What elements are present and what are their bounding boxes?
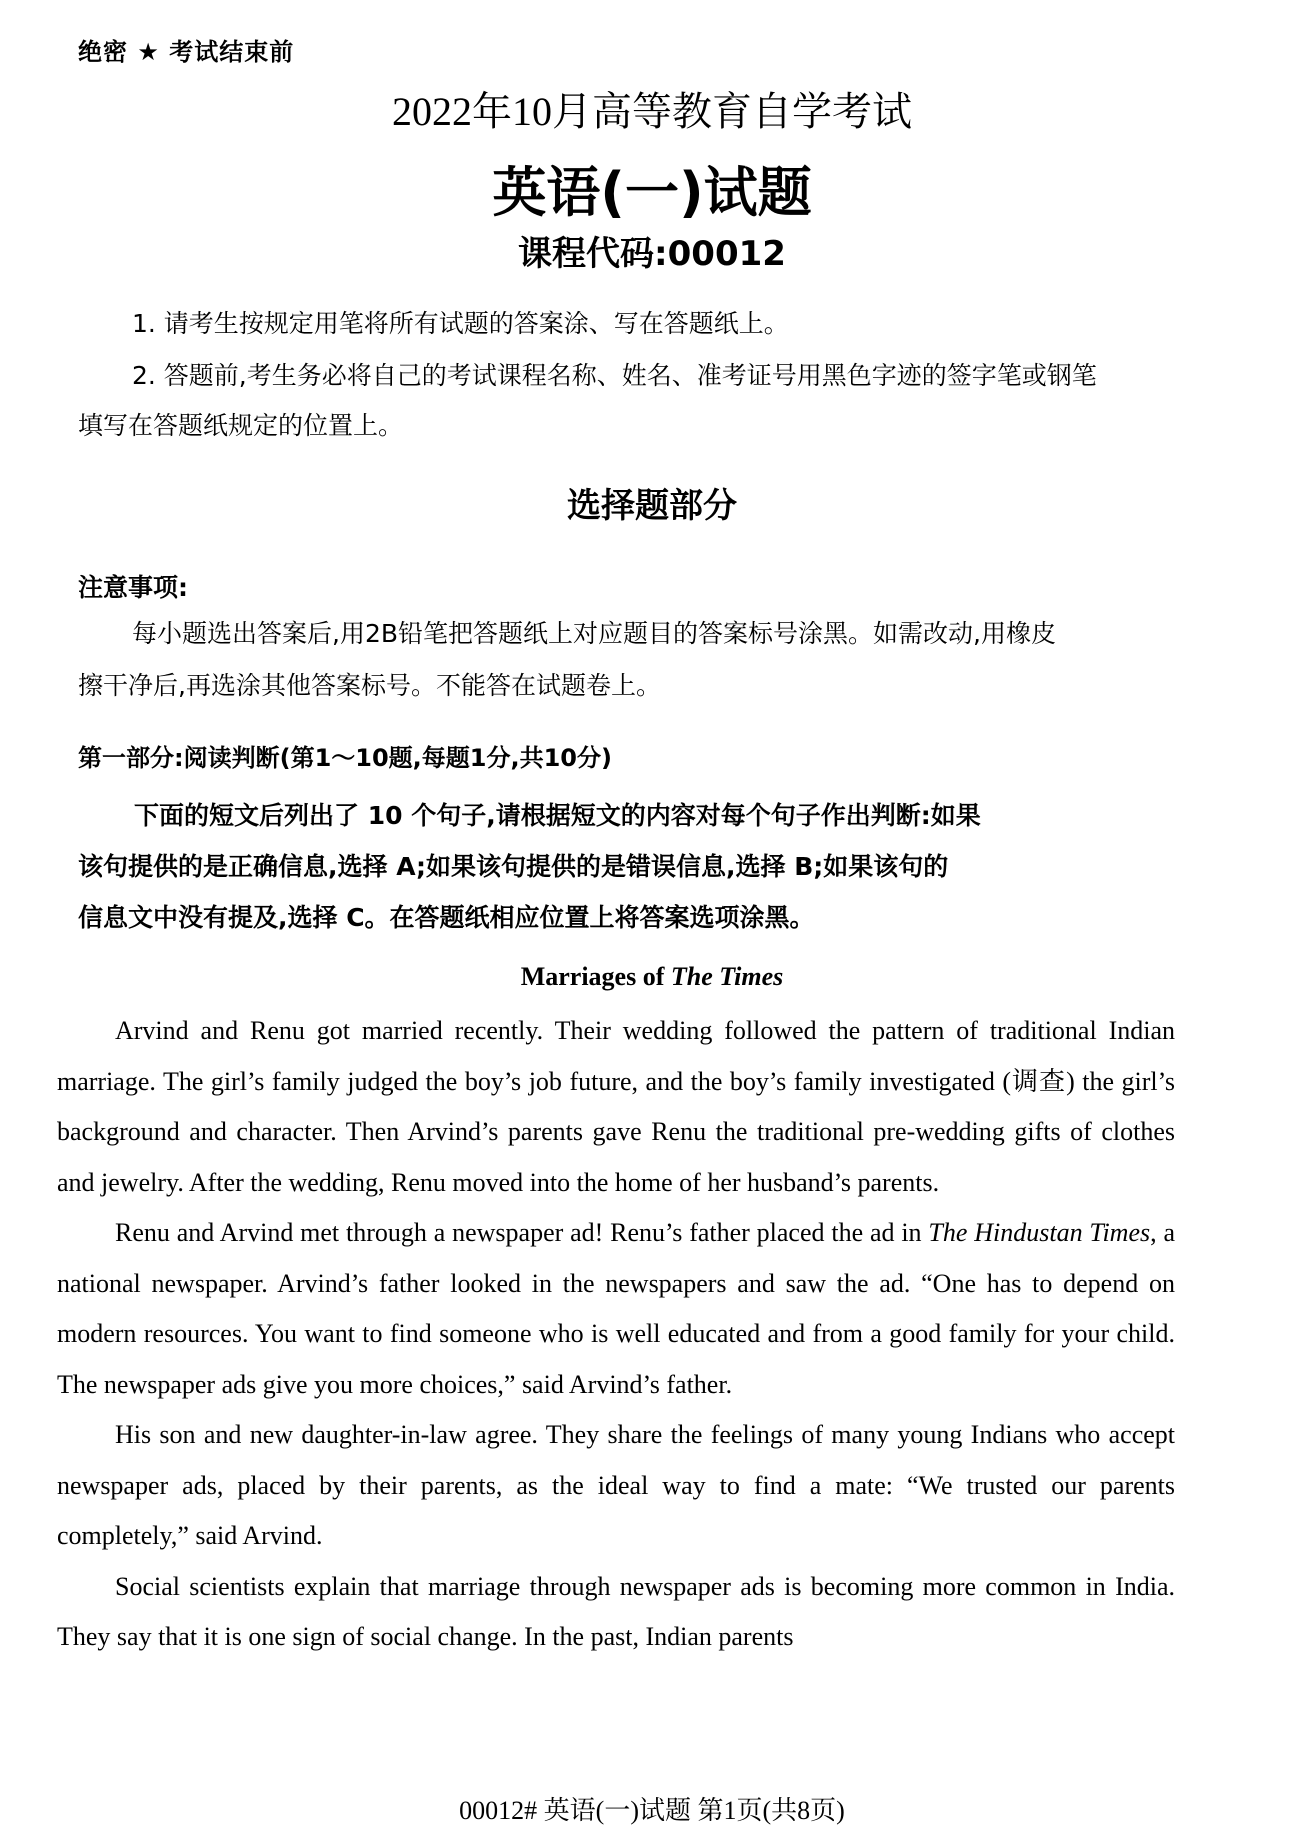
passage-title-prefix: Marriages of — [520, 962, 671, 991]
passage-paragraph-4 — [57, 1562, 1175, 1663]
notes-label: 注意事项: — [78, 573, 188, 602]
paragraph-text: , a national newspaper. Arvind’s father looked in the newspapers and saw the ad. “One has to depend on modern resources. You want to find someone who is well educated and from a good family for your child. The newspaper ads give you more choices,” said Arvind’s father. — [57, 1218, 1176, 1399]
instruction-2-continued: 填写在答题纸规定的位置上。 — [78, 411, 404, 440]
confidential-mark: 绝密 ★ 考试结束前 — [78, 38, 295, 66]
passage-title-italic: The Times — [670, 962, 784, 991]
passage-paragraph-3 — [57, 1410, 1175, 1562]
part-one-description — [78, 790, 1178, 943]
instruction-2: 2. 答题前,考生务必将自己的考试课程名称、姓名、准考证号用黑色字迹的签字笔或钢笔 — [132, 361, 1097, 390]
part-one-title: 第一部分:阅读判断(第1～10题,每题1分,共10分) — [78, 744, 612, 772]
passage-paragraph-2 — [57, 1208, 1175, 1410]
paragraph-text: His son and new daughter-in-law agree. They share the feelings of many young Indians who accept newspaper ads, placed by their parents, as the ideal way to find a mate: “We trusted our parents completely,” said Arvind. — [57, 1420, 1175, 1550]
page-footer: 00012# 英语(一)试题 第1页(共8页) — [459, 1796, 845, 1825]
notes-line-2: 擦干净后,再选涂其他答案标号。不能答在试题卷上。 — [78, 671, 661, 700]
part-one-desc-line-3: 信息文中没有提及,选择 C。在答题纸相应位置上将答案选项涂黑。 — [78, 903, 815, 932]
passage-body — [57, 1006, 1175, 1663]
exam-title: 2022年10月高等教育自学考试 — [392, 89, 912, 134]
instruction-1: 1. 请考生按规定用笔将所有试题的答案涂、写在答题纸上。 — [132, 309, 789, 338]
part-one-desc-line-1: 下面的短文后列出了 10 个句子,请根据短文的内容对每个句子作出判断:如果 — [134, 801, 981, 830]
notes-line-1: 每小题选出答案后,用2B铅笔把答题纸上对应题目的答案标号涂黑。如需改动,用橡皮 — [132, 619, 1056, 648]
passage-title — [0, 962, 1304, 992]
section-title: 选择题部分 — [567, 486, 737, 526]
course-code: 课程代码:00012 — [518, 234, 786, 274]
subject-title: 英语(一)试题 — [492, 161, 812, 224]
part-one-desc-line-2: 该句提供的是正确信息,选择 A;如果该句提供的是错误信息,选择 B;如果该句的 — [78, 852, 949, 881]
passage-paragraph-1 — [57, 1006, 1175, 1208]
paragraph-text: Social scientists explain that marriage through newspaper ads is becoming more common in India. They say that it is one sign of social change. In the past, Indian parents — [57, 1571, 1175, 1651]
paragraph-text: Renu and Arvind met through a newspaper ad! Renu’s father placed the ad in — [115, 1218, 929, 1247]
newspaper-name: The Hindustan Times — [928, 1218, 1151, 1247]
paragraph-text: Arvind and Renu got married recently. Their wedding followed the pattern of traditional Indian marriage. The girl’s family judged the boy’s job future, and the boy’s family investigated (调查) the girl’s background and character. Then Arvind’s parents gave Renu the traditional pre-wedding gifts of clothes and jewelry. After the wedding, Renu moved into the home of her husband’s parents. — [57, 1016, 1175, 1197]
